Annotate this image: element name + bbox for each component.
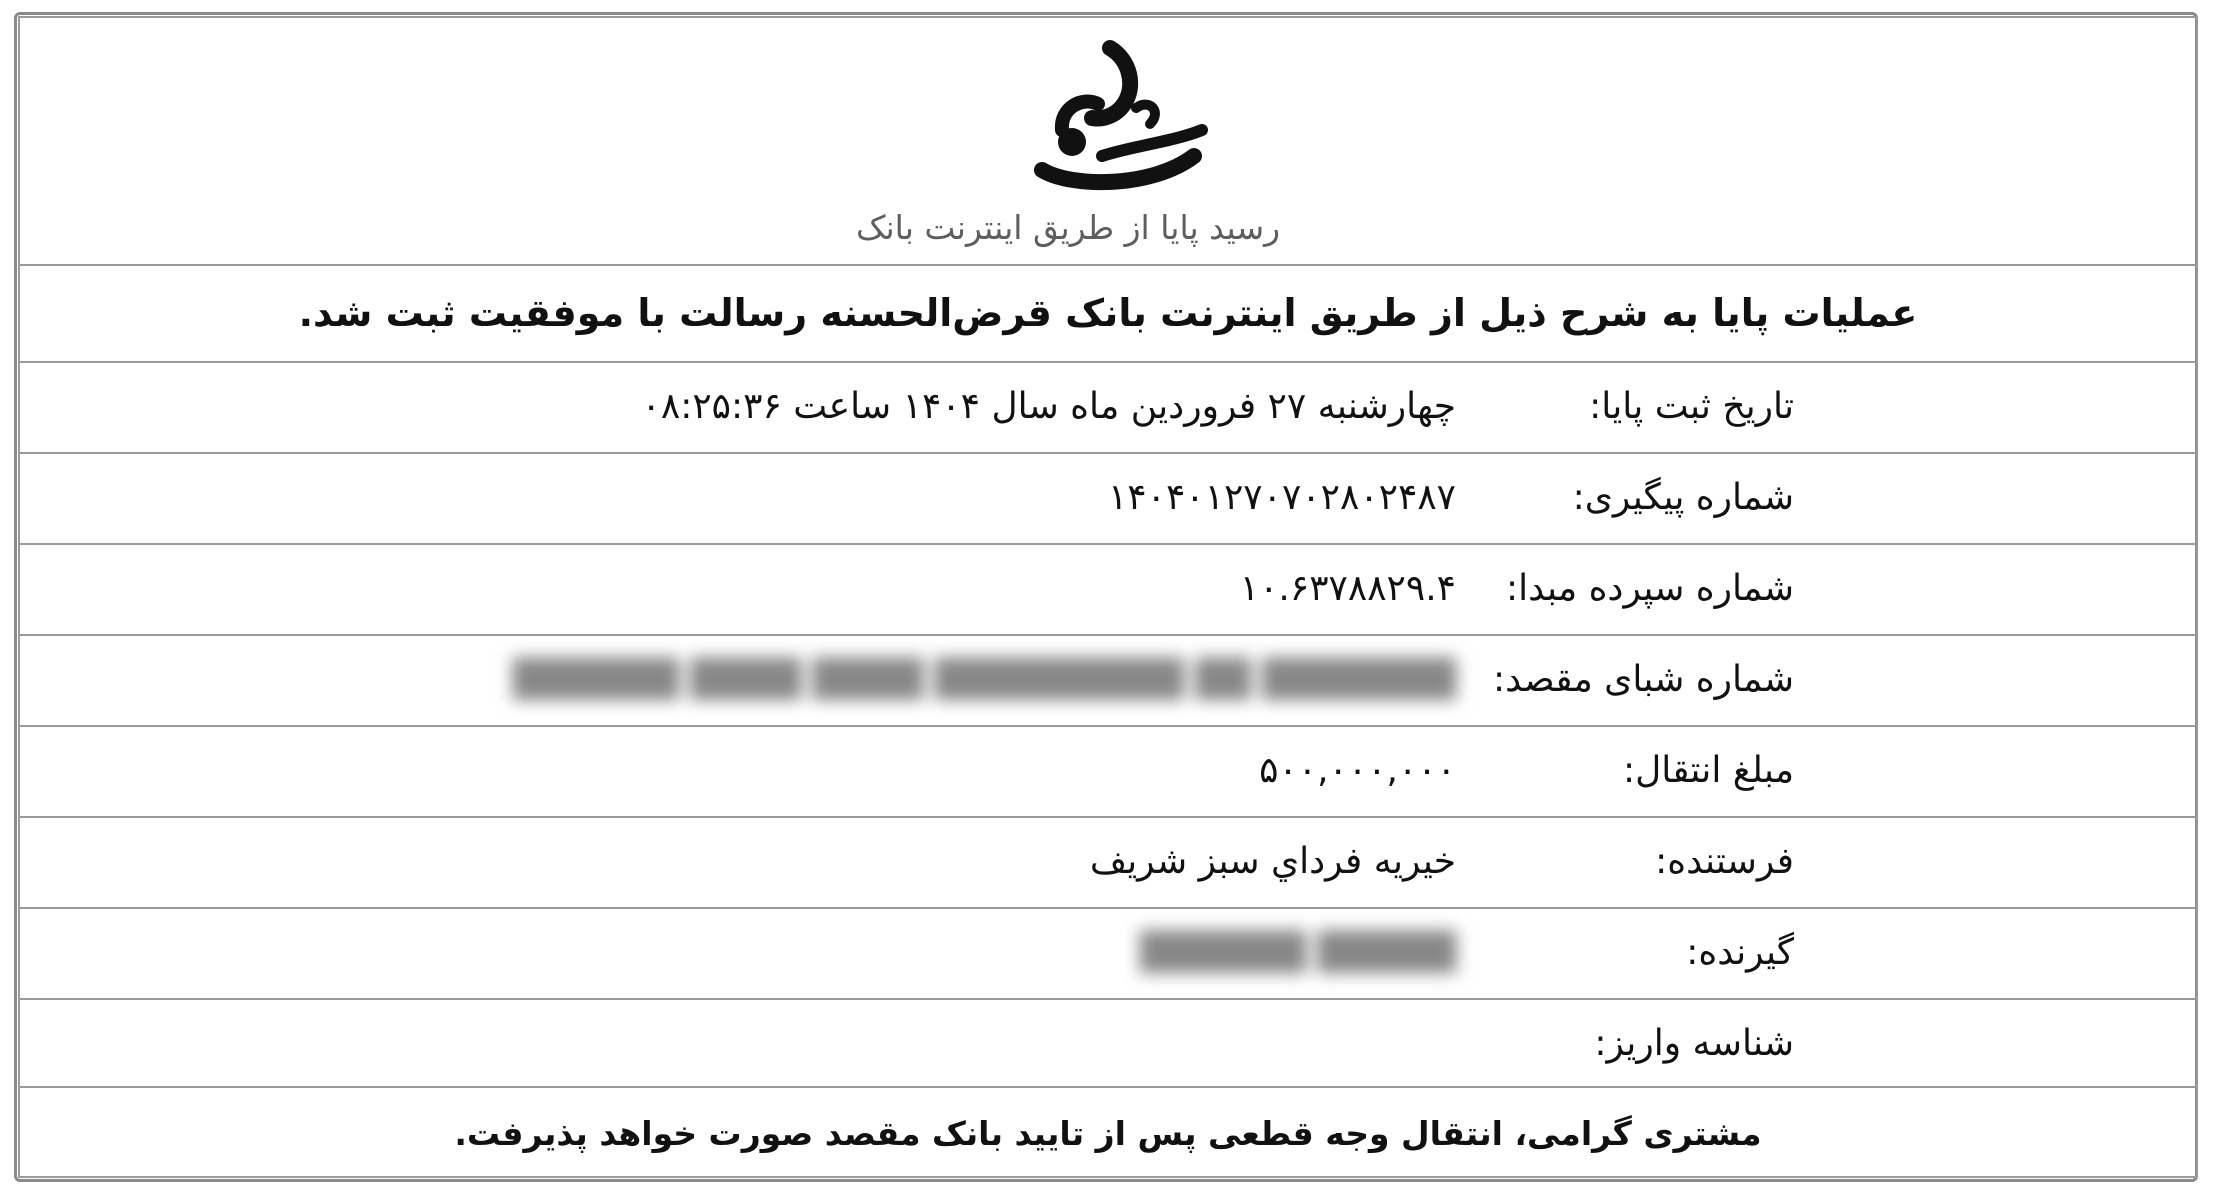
receipt-headline: عملیات پایا به شرح ذیل از طریق اینترنت بانک قرض‌الحسنه رسالت با موفقیت ثبت شد. [20, 264, 2196, 361]
field-label: شناسه واریز: [1594, 1023, 1794, 1064]
field-label: گیرنده: [1686, 932, 1794, 973]
redacted-value: ███████ ██ █████████ ████ ████ ██████ [512, 659, 1456, 700]
receipt-header [20, 18, 2196, 264]
field-label: شماره پیگیری: [1572, 477, 1794, 518]
field-value: خیریه فرداي سبز شریف [1089, 841, 1456, 882]
field-value: ۱۴۰۴۰۱۲۷۰۷۰۲۸۰۲۴۸۷ [1107, 477, 1456, 518]
field-row-payment-id [20, 998, 2196, 1086]
field-label: تاریخ ثبت پایا: [1589, 386, 1794, 427]
receipt-footer-note: مشتری گرامی، انتقال وجه قطعی پس از تایید بانک مقصد صورت خواهد پذیرفت. [20, 1086, 2196, 1180]
receipt-subtitle: رسید پایا از طریق اینترنت بانک [855, 208, 1281, 247]
field-value: ۵۰۰,۰۰۰,۰۰۰ [1259, 750, 1456, 791]
field-value: چهارشنبه ۲۷ فروردین ماه سال ۱۴۰۴ ساعت ۰۸:۲۵:۳۶ [641, 386, 1456, 427]
field-row-dest-iban [20, 634, 2196, 725]
redacted-value: █████ ██████ [1140, 932, 1456, 973]
field-label: مبلغ انتقال: [1622, 750, 1794, 791]
field-row-sender [20, 816, 2196, 907]
field-row-source-deposit [20, 543, 2196, 634]
field-label: فرستنده: [1655, 841, 1794, 882]
field-row-date [20, 361, 2196, 452]
field-row-amount [20, 725, 2196, 816]
field-row-receiver [20, 907, 2196, 998]
field-row-tracking [20, 452, 2196, 543]
field-label: شماره شبای مقصد: [1493, 659, 1794, 700]
receipt-card [18, 16, 2198, 1178]
field-label: شماره سپرده مبدا: [1505, 568, 1794, 609]
resalat-bank-logo [1032, 38, 1212, 208]
field-value: ۱۰.۶۳۷۸۸۲۹.۴ [1239, 568, 1456, 609]
